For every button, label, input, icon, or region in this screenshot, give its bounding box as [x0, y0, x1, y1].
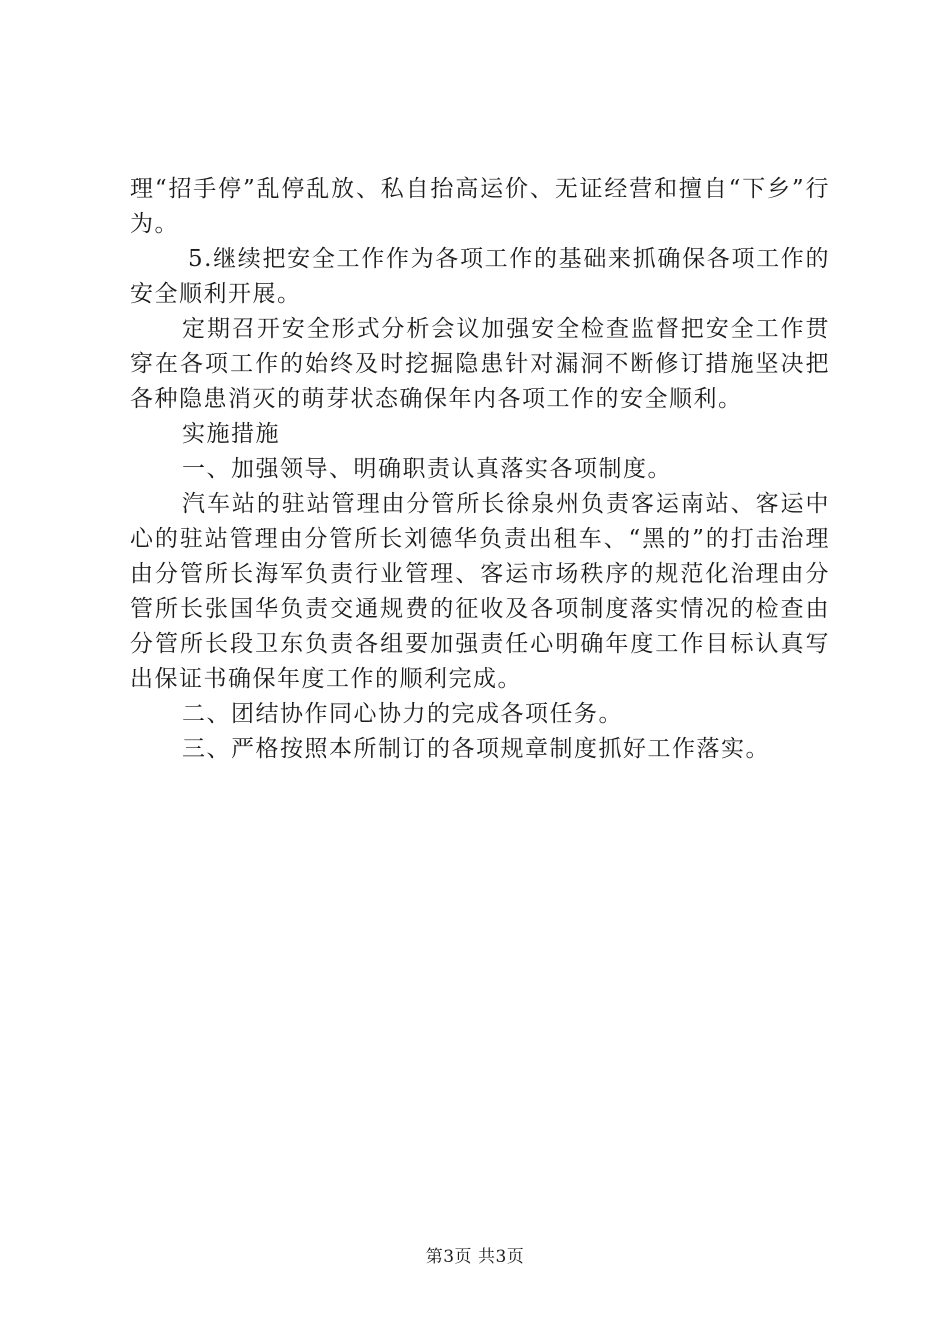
paragraph-item-5: 5.继续把安全工作作为各项工作的基础来抓确保各项工作的安全顺利开展。 — [130, 246, 830, 307]
paragraph-safety-meetings: 定期召开安全形式分析会议加强安全检查监督把安全工作贯穿在各项工作的始终及时挖掘隐患针对漏洞不断修订措施坚决把各种隐患消灭的萌芽状态确保年内各项工作的安全顺利。 — [130, 316, 830, 412]
section-heading-measures: 实施措施 — [182, 421, 280, 447]
measure-item-2: 二、团结协作同心协力的完成各项任务。 — [182, 701, 623, 727]
paragraph-continuation: 理“招手停”乱停乱放、私自抬高运价、无证经营和擅自“下乡”行为。 — [130, 176, 830, 237]
measure-item-1: 一、加强领导、明确职责认真落实各项制度。 — [182, 456, 672, 482]
paragraph-responsibilities: 汽车站的驻站管理由分管所长徐泉州负责客运南站、客运中心的驻站管理由分管所长刘德华负责出租车、“黑的”的打击治理由分管所长海军负责行业管理、客运市场秩序的规范化治理由分管所长张国华负责交通规费的征收及各项制度落实情况的检查由分管所长段卫东负责各组要加强责任心明确年度工作目标认真写出保证书确保年度工作的顺利完成。 — [130, 491, 830, 692]
document-body — [130, 172, 830, 767]
measure-item-3: 三、严格按照本所制订的各项规章制度抓好工作落实。 — [182, 736, 770, 762]
page-number-footer: 第3页 共3页 — [425, 1247, 525, 1267]
